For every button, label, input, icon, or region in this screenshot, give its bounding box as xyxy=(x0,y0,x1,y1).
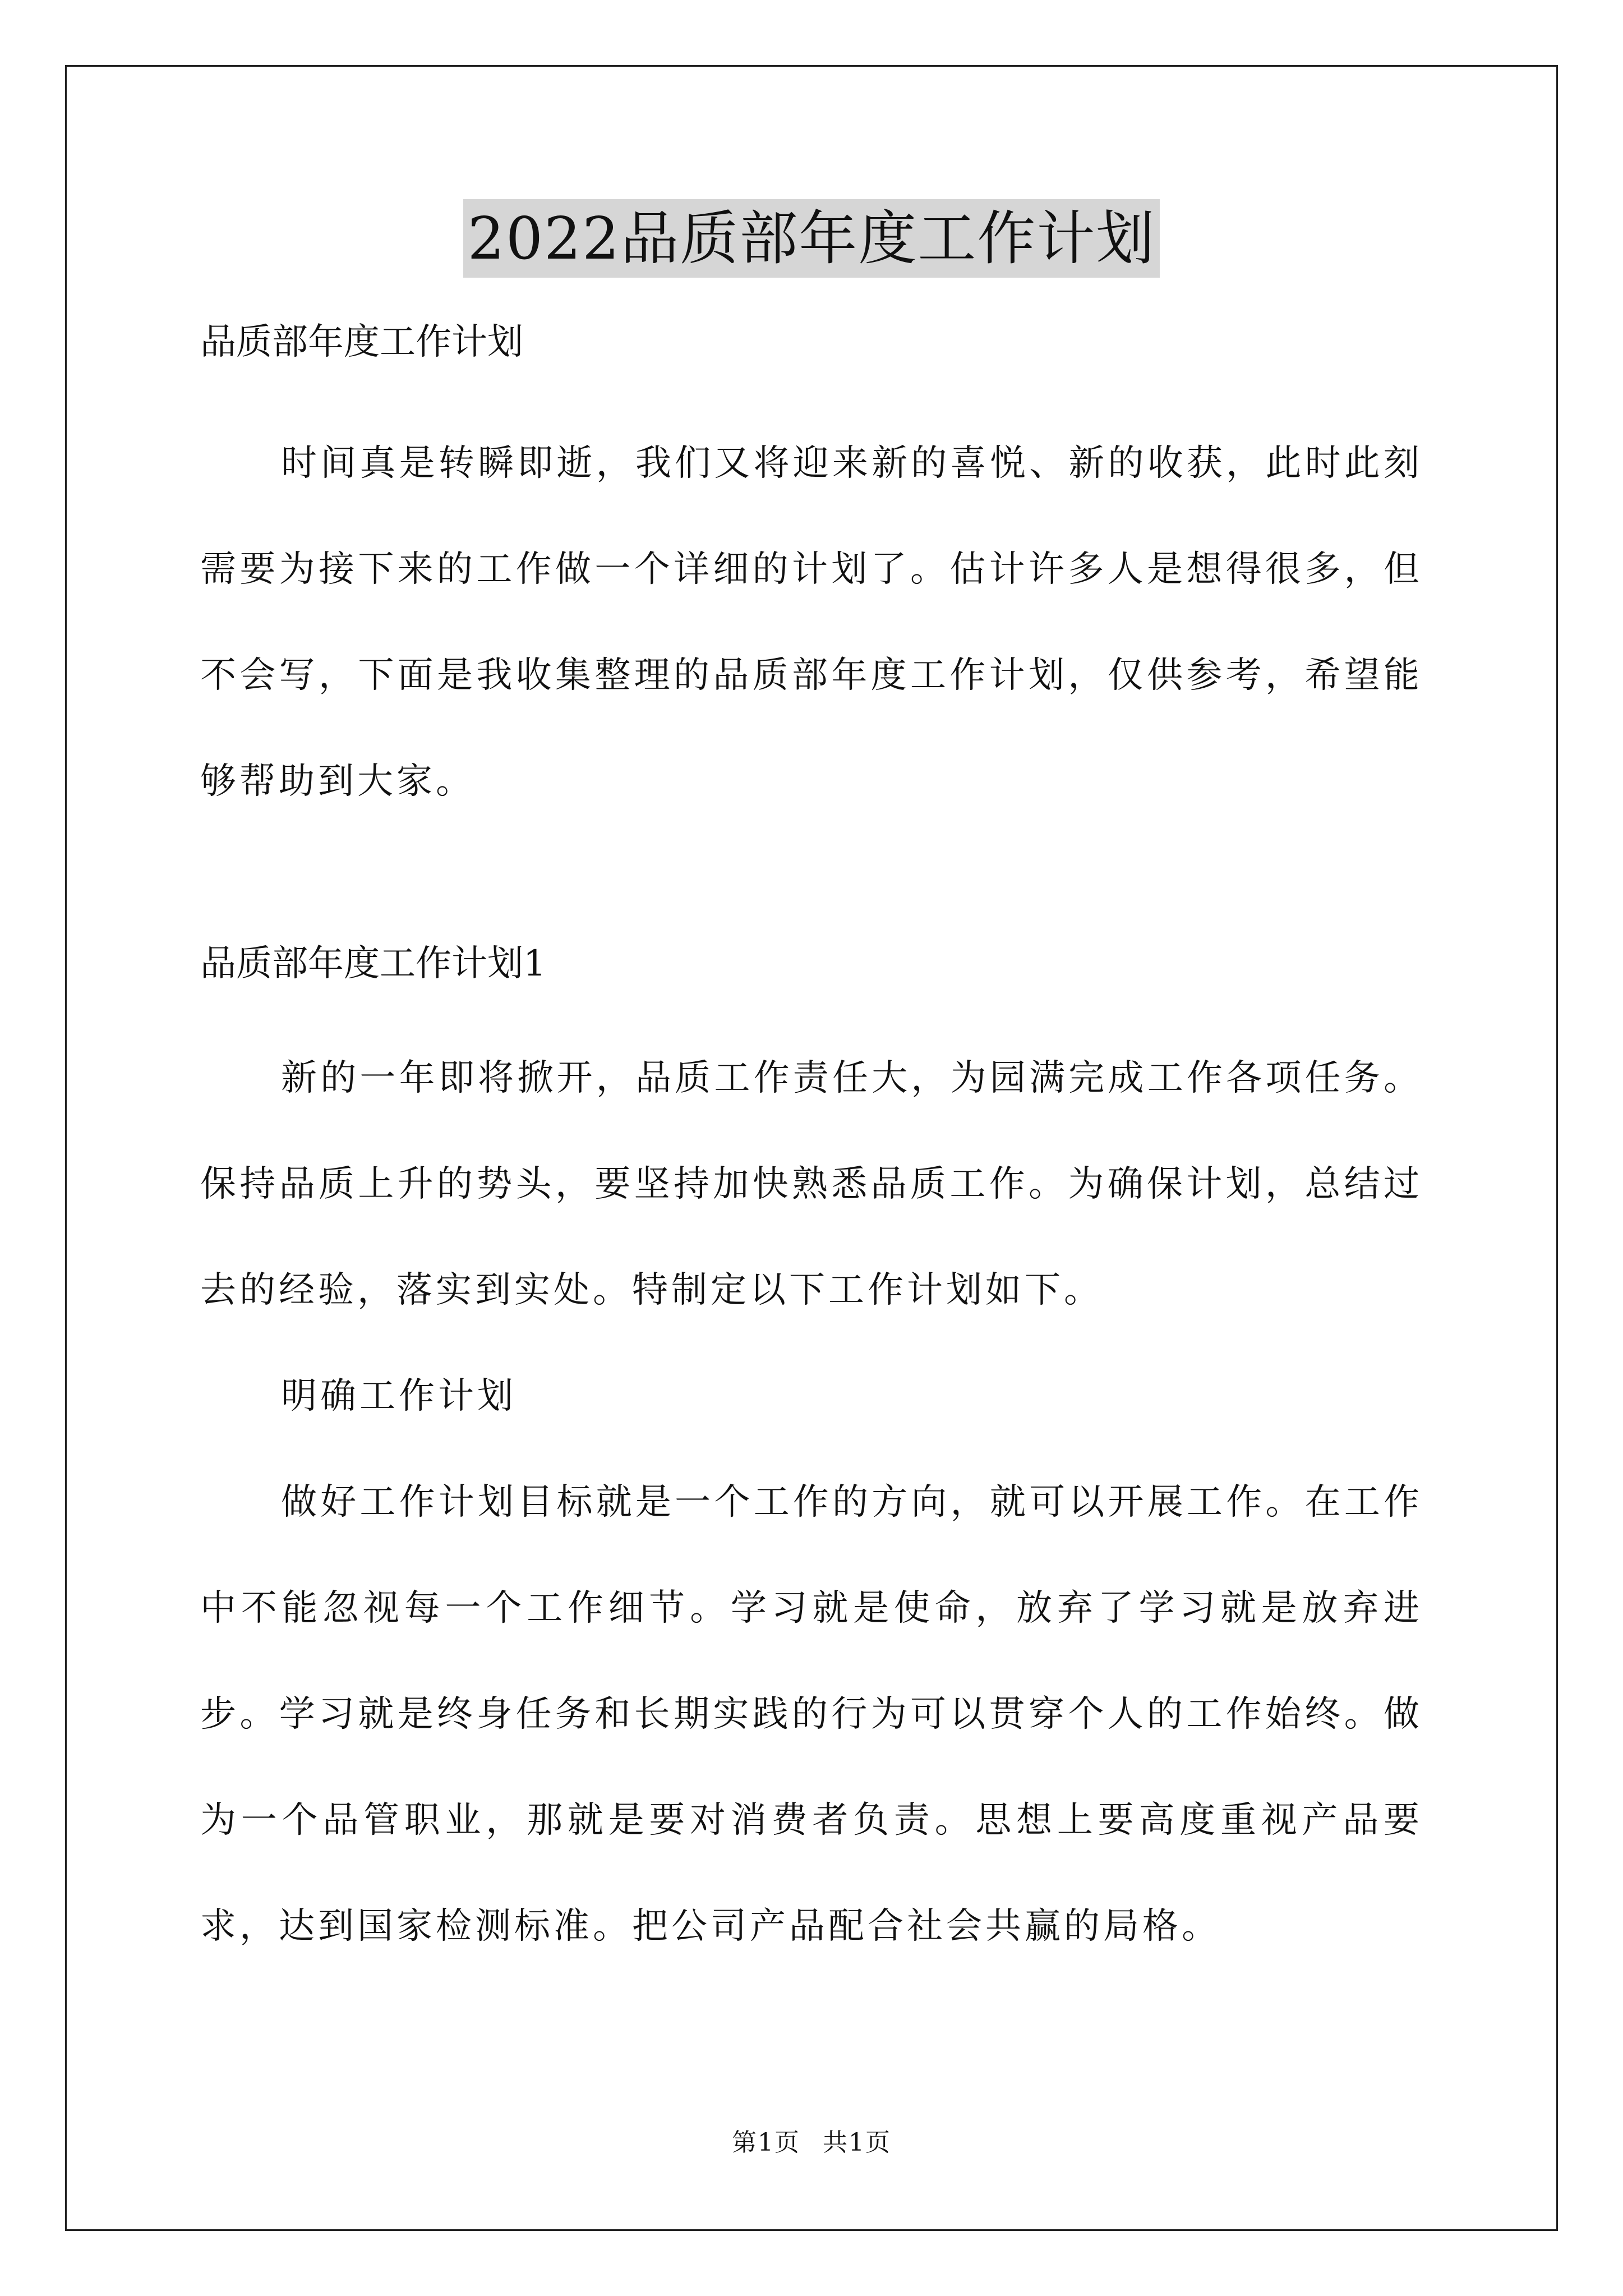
section1-paragraph1: 新的一年即将掀开，品质工作责任大，为园满完成工作各项任务。保持品质上升的势头，要坚持加快熟悉品质工作。为确保计划，总结过去的经验，落实到实处。特制定以下工作计划如下。 xyxy=(200,1057,1423,1311)
section1-heading: 品质部年度工作计划1 xyxy=(200,943,546,984)
title-container xyxy=(0,199,1623,278)
intro-heading: 品质部年度工作计划 xyxy=(200,321,523,363)
section1-paragraph2: 做好工作计划目标就是一个工作的方向，就可以开展工作。在工作中不能忽视每一个工作细节。学习就是使命，放弃了学习就是放弃进步。学习就是终身任务和长期实践的行为可以贯穿个人的工作始终。做为一个品管职业，那就是要对消费者负责。思想上要高度重视产品要求，达到国家检测标准。把公司产品配合社会共赢的局格。 xyxy=(200,1481,1423,1947)
intro-paragraph: 时间真是转瞬即逝，我们又将迎来新的喜悦、新的收获，此时此刻需要为接下来的工作做一个详细的计划了。估计许多人是想得很多，但不会写，下面是我收集整理的品质部年度工作计划，仅供参考，希望能够帮助到大家。 xyxy=(200,443,1423,802)
spacer xyxy=(200,835,1423,936)
page-number-current: 第1页 xyxy=(732,2128,800,2157)
section1-subheading: 明确工作计划 xyxy=(281,1375,517,1417)
spacer xyxy=(200,992,1423,1025)
page-footer xyxy=(0,2126,1623,2160)
spacer xyxy=(200,370,1423,411)
document-body xyxy=(200,314,1423,1980)
document-title: 2022品质部年度工作计划 xyxy=(463,199,1160,278)
page-number-total: 共1页 xyxy=(823,2128,891,2157)
